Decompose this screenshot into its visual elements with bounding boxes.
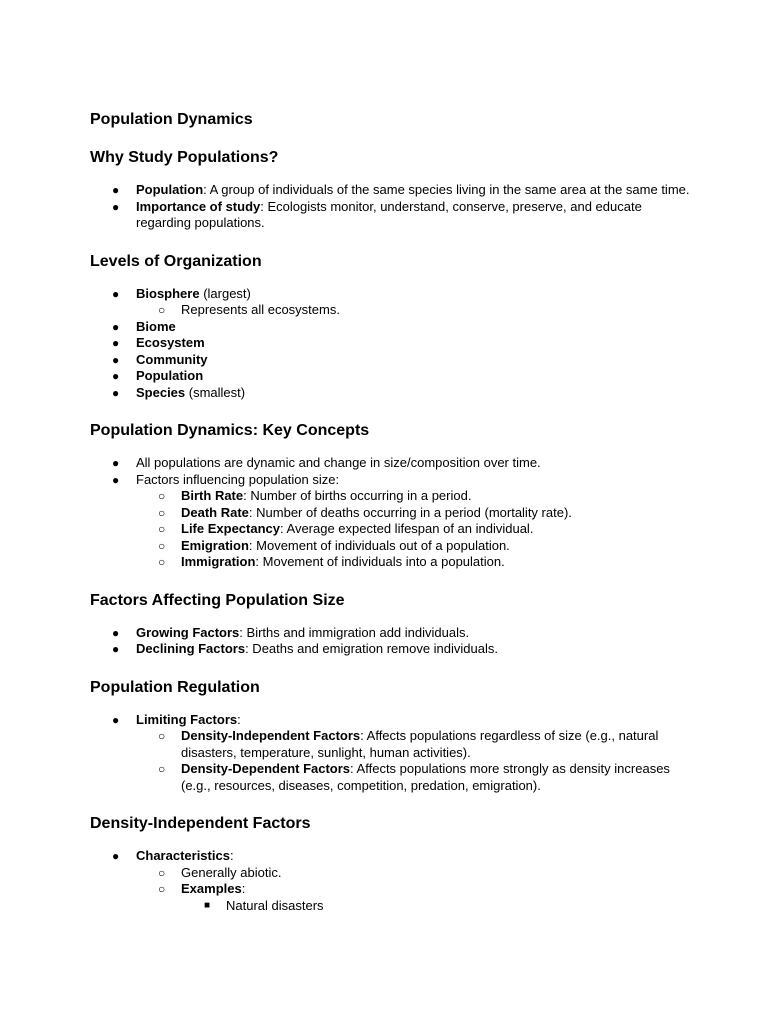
list-item <box>90 286 690 319</box>
bullet-marker: ● <box>112 385 120 400</box>
bullet-list-level-1 <box>90 455 690 571</box>
section-heading: Factors Affecting Population Size <box>90 591 345 609</box>
bullet-marker: ○ <box>158 865 166 880</box>
item-term: Growing Factors <box>136 624 240 640</box>
list-item <box>90 625 690 642</box>
item-term: Immigration <box>181 554 256 569</box>
list-item <box>90 848 690 914</box>
bullet-marker: ● <box>112 336 120 350</box>
item-term: Life Expectancy <box>181 521 280 536</box>
item-text: : Average expected lifespan of an individual. <box>280 521 534 536</box>
bullet-marker: ● <box>112 352 120 367</box>
item-term: Characteristics <box>136 848 230 863</box>
bullet-list-level-1 <box>90 182 690 232</box>
item-term: Ecosystem <box>136 335 205 350</box>
list-item <box>90 472 690 571</box>
bullet-marker: ○ <box>158 729 166 743</box>
bullet-list-level-2 <box>136 865 690 915</box>
item-term: Biosphere <box>136 285 200 301</box>
list-item <box>90 712 690 795</box>
item-term: Community <box>136 351 208 367</box>
list-item <box>136 488 690 505</box>
bullet-list-level-1 <box>90 848 690 914</box>
bullet-marker: ○ <box>158 522 166 536</box>
list-item <box>181 898 690 915</box>
bullet-marker: ● <box>112 183 120 197</box>
item-text: : Births and immigration add individuals. <box>239 624 470 640</box>
bullet-list-level-1 <box>90 625 690 658</box>
item-text: Represents all ecosystems. <box>181 302 340 317</box>
bullet-list-level-3 <box>181 898 690 915</box>
bullet-marker: ● <box>112 849 120 863</box>
bullet-list-level-2 <box>136 488 690 571</box>
bullet-marker: ■ <box>204 899 211 911</box>
bullet-marker: ● <box>112 286 120 301</box>
list-item <box>136 554 690 571</box>
item-term: Limiting Factors <box>136 711 238 727</box>
list-item <box>90 182 690 199</box>
list-item <box>90 199 690 232</box>
bullet-marker: ○ <box>158 555 166 569</box>
section-heading: Why Study Populations? <box>90 149 279 166</box>
item-text: : <box>241 881 246 896</box>
list-item <box>136 521 690 538</box>
section-heading: Density-Independent Factors <box>90 815 311 832</box>
list-item <box>90 455 690 472</box>
item-text: Generally abiotic. <box>181 864 282 880</box>
bullet-marker: ● <box>112 712 120 727</box>
list-item <box>90 641 690 658</box>
item-text: : <box>229 848 234 863</box>
item-term: Density-Independent Factors <box>181 728 361 743</box>
bullet-marker: ○ <box>158 505 166 520</box>
item-term: Population <box>136 368 204 383</box>
list-item <box>90 319 690 336</box>
item-term: Importance of study <box>136 198 261 214</box>
bullet-marker: ● <box>112 642 120 656</box>
item-text: : Movement of individuals out of a population. <box>248 537 510 553</box>
bullet-marker: ● <box>112 625 120 640</box>
item-text: All populations are dynamic and change in size/composition over time. <box>136 455 541 470</box>
bullet-marker: ○ <box>158 489 166 503</box>
bullet-marker: ● <box>112 199 120 214</box>
list-item <box>136 865 690 882</box>
list-item <box>136 761 690 794</box>
item-text: : Movement of individuals into a population. <box>255 554 505 569</box>
document-title: Population Dynamics <box>90 111 253 128</box>
document-body <box>90 109 690 933</box>
bullet-marker: ○ <box>158 882 166 896</box>
bullet-list-level-2 <box>136 302 690 319</box>
item-term: Species <box>136 384 186 400</box>
item-text: Natural disasters <box>226 897 324 913</box>
bullet-marker: ● <box>112 319 120 334</box>
list-item <box>90 385 690 402</box>
item-term: Emigration <box>181 537 249 553</box>
bullet-marker: ● <box>112 456 120 470</box>
section-heading: Population Regulation <box>90 678 260 696</box>
item-text: : Ecologists monitor, understand, conserve, preserve, and educate regarding populations. <box>136 198 642 230</box>
bullet-marker: ● <box>112 369 120 383</box>
item-text: : Number of births occurring in a period. <box>243 488 472 503</box>
list-item <box>90 368 690 385</box>
item-text: : Affects populations more strongly as density increases (e.g., resources, diseases, competition, predation, emigration). <box>181 761 670 793</box>
list-item <box>90 352 690 369</box>
item-text: (largest) <box>199 285 251 301</box>
item-term: Death Rate <box>181 504 249 520</box>
section-heading: Population Dynamics: Key Concepts <box>90 422 370 439</box>
list-item <box>136 302 690 319</box>
bullet-marker: ○ <box>158 762 166 776</box>
item-term: Population <box>136 182 204 197</box>
list-item <box>136 881 690 914</box>
bullet-marker: ○ <box>158 303 166 317</box>
item-term: Biome <box>136 318 176 334</box>
item-term: Birth Rate <box>181 488 244 503</box>
bullet-list-level-1 <box>90 286 690 402</box>
bullet-list-level-2 <box>136 728 690 794</box>
list-item <box>136 538 690 555</box>
bullet-marker: ● <box>112 472 120 487</box>
item-term: Declining Factors <box>136 641 246 656</box>
list-item <box>136 728 690 761</box>
item-text: Factors influencing population size: <box>136 471 340 487</box>
item-text: : A group of individuals of the same species living in the same area at the same time. <box>203 182 690 197</box>
item-text: : Number of deaths occurring in a period (mortality rate). <box>248 504 572 520</box>
bullet-marker: ○ <box>158 538 166 553</box>
item-term: Examples <box>181 881 242 896</box>
bullet-list-level-1 <box>90 712 690 795</box>
section-heading: Levels of Organization <box>90 252 262 270</box>
item-text: : <box>237 711 241 727</box>
item-text: (smallest) <box>185 384 246 400</box>
list-item <box>136 505 690 522</box>
item-text: : Affects populations regardless of size (e.g., natural disasters, temperature, sunlight, human activities). <box>181 728 659 760</box>
item-text: : Deaths and emigration remove individuals. <box>245 641 498 656</box>
list-item <box>90 335 690 352</box>
item-term: Density-Dependent Factors <box>181 761 351 776</box>
